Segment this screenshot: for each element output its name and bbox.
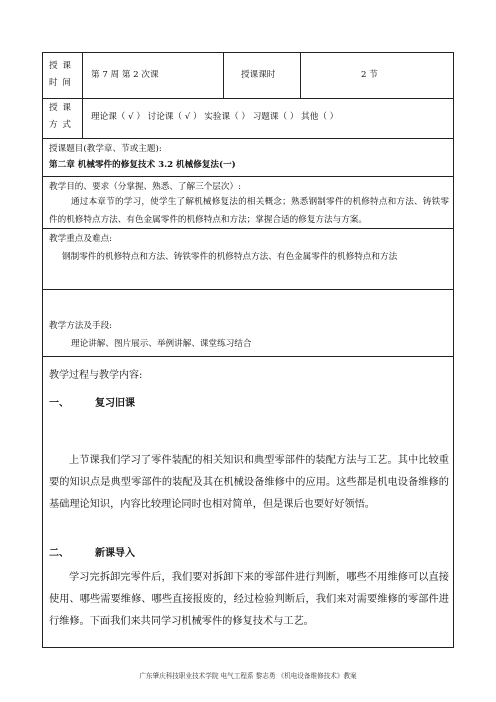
- row-divider: [43, 138, 453, 139]
- keypoints-text: 钢制零件的机修特点和方法、铸铁零件的机修特点方法、有色金属零件的机修特点和方法: [62, 252, 398, 262]
- label-form: 授 课 方 式: [49, 103, 72, 130]
- objectives-label: 教学目的、要求（分掌握、熟悉、了解三个层次）:: [49, 182, 241, 192]
- section2-title: 新课导入: [95, 548, 135, 559]
- section2-text: 学习完拆卸完零件后，我们要对拆卸下来的零部件进行判断，哪些不用维修可以直接使用、哪些需要维修、哪些直接报废的，经过检验判断后，我们来对需要维修的零部件进行维修。下面我们来共同学习机械零件的修复技术与工艺。: [49, 572, 449, 627]
- methods-text: 理论讲解、图片展示、举例讲解、课堂练习结合: [71, 339, 252, 349]
- row-divider: [43, 289, 453, 290]
- page-footer: 广东肇庆科技职业技术学院 电气工程系 黎志勇 《机电设备维修技术》教案: [139, 672, 357, 680]
- methods-label: 教学方法及手段:: [49, 321, 113, 331]
- section1-title: 复习旧课: [95, 398, 135, 409]
- keypoints-label: 教学重点及难点:: [49, 234, 113, 244]
- process-label: 教学过程与教学内容:: [49, 370, 143, 381]
- objectives-text: 通过本章节的学习，使学生了解机械修复法的相关概念；熟悉钢制零件的机修特点和方法、铸铁零件的机修特点方法、有色金属零件的机修特点和方法；掌握合适的修复方法与方案。: [49, 197, 449, 225]
- form-text: 理论课（ √ ） 讨论课（ √ ） 实验课（ ） 习题课（ ） 其他（ ）: [91, 112, 339, 122]
- week-text: 第 7 周 第 2 次课: [91, 70, 159, 80]
- col-divider: [223, 53, 224, 98]
- row-divider: [43, 176, 453, 177]
- row-divider: [43, 356, 453, 357]
- row-divider: [43, 98, 453, 99]
- hours-label: 授课课时: [241, 70, 276, 80]
- hours-value: 2 节: [361, 70, 378, 80]
- col-divider: [300, 53, 301, 98]
- section1-text: 上节课我们学习了零件装配的相关知识和典型零部件的装配方法与工艺。其中比较重要的知识点是典型零部件的装配及其在机械设备维修中的应用。这些都是机电设备维修的基础理论知识，内容比较理论同时也相对简单，但是课后也要好好领悟。: [49, 455, 449, 510]
- section1-number: 一、: [49, 398, 69, 409]
- topic-label: 授课题目(教学章、节或主题):: [49, 144, 162, 154]
- section2-number: 二、: [49, 548, 69, 559]
- lesson-plan-table: [42, 52, 454, 648]
- topic-value: 第二章 机械零件的修复技术 3.2 机械修复法(一): [49, 160, 236, 170]
- label-time: 授 课 时 间: [49, 61, 72, 88]
- col-divider: [82, 53, 83, 138]
